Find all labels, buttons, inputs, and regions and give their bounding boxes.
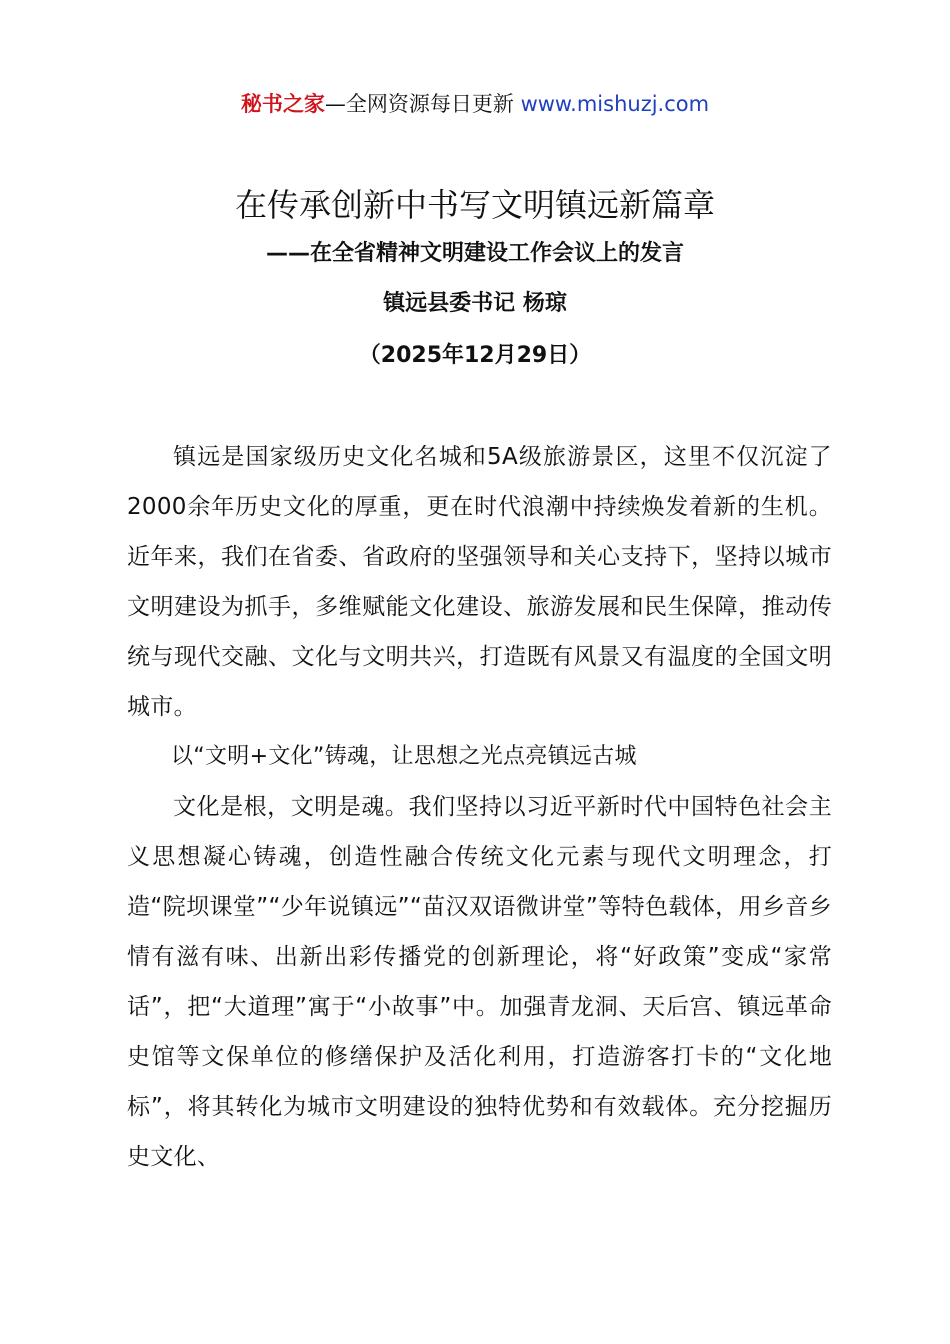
document-body [127, 432, 832, 1182]
site-url: www.mishuzj.com [520, 92, 710, 116]
brand-name: 秘书之家 [240, 92, 325, 116]
body-paragraph: 镇远是国家级历史文化名城和5A级旅游景区，这里不仅沉淀了2000余年历史文化的厚重，更在时代浪潮中持续焕发着新的生机。近年来，我们在省委、省政府的坚强领导和关心支持下，坚持以城市文明建设为抓手，多维赋能文化建设、旅游发展和民生保障，推动传统与现代交融、文化与文明共兴，打造既有风景又有温度的全国文明城市。 [127, 444, 832, 720]
body-paragraph: 文化是根，文明是魂。我们坚持以习近平新时代中国特色社会主义思想凝心铸魂，创造性融合传统文化元素与现代文明理念，打造“院坝课堂”“少年说镇远”“苗汉双语微讲堂”等特色载体，用乡音乡情有滋有味、出新出彩传播党的创新理论，将“好政策”变成“家常话”，把“大道理”寓于“小故事”中。加强青龙洞、天后宫、镇远革命史馆等文保单位的修缮保护及活化利用，打造游客打卡的“文化地标”，将其转化为城市文明建设的独特优势和有效载体。充分挖掘历史文化、 [127, 794, 832, 1170]
section-heading: 以“文明+文化”铸魂，让思想之光点亮镇远古城 [171, 744, 637, 769]
site-banner [0, 88, 950, 120]
document-author: 镇远县委书记 杨琼 [383, 291, 567, 316]
document-title: 在传承创新中书写文明镇远新篇章 [234, 186, 715, 224]
document-subtitle: ——在全省精神文明建设工作会议上的发言 [265, 241, 684, 266]
document-date: （2025年12月29日） [358, 343, 592, 368]
banner-slogan: —全网资源每日更新 [324, 92, 514, 116]
